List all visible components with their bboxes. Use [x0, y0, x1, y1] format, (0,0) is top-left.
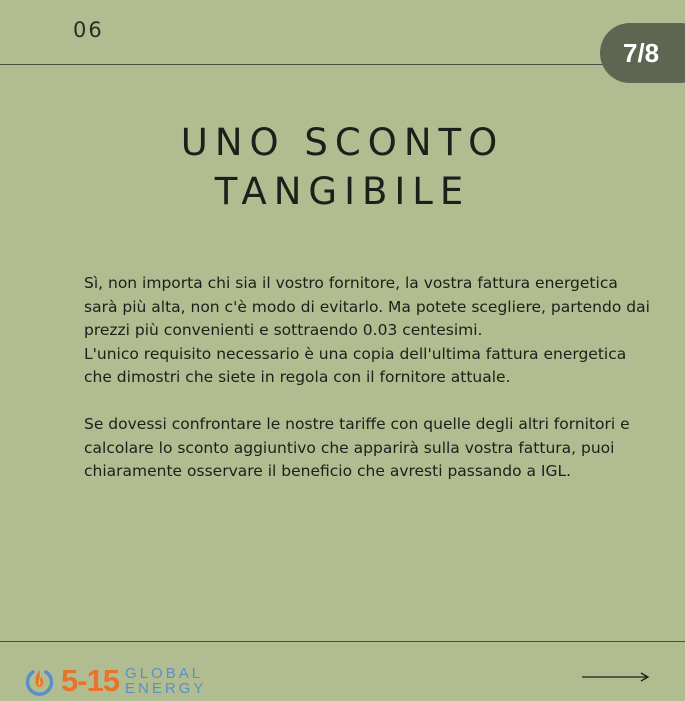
paragraph-gap: [84, 390, 654, 413]
power-flame-icon: [24, 666, 55, 697]
logo-wordmark: [125, 666, 206, 696]
top-divider: [0, 64, 685, 65]
title-line-1: UNO SCONTO: [180, 121, 505, 164]
slide-number: 06: [73, 18, 104, 42]
arrow-right-icon[interactable]: [582, 670, 650, 684]
logo-word-energy: ENERGY: [125, 680, 207, 697]
slide-body: [84, 272, 654, 484]
body-paragraph-2: L'unico requisito necessario è una copia dell'ultima fattura energetica che dimostri che siete in regola con il fornitore attuale.: [84, 344, 627, 387]
bottom-divider: [0, 641, 685, 642]
title-line-2: TANGIBILE: [214, 170, 471, 213]
logo-number: 5-15: [61, 663, 120, 698]
body-paragraph-1: Sì, non importa chi sia il vostro fornitore, la vostra fattura energetica sarà più alta, non c'è modo di evitarlo. Ma potete scegliere, partendo dai prezzi più convenienti e sottraendo 0.03 centesimi.: [84, 274, 650, 340]
brand-logo: [24, 663, 206, 699]
page-indicator-badge: 7/8: [600, 23, 685, 83]
body-paragraph-3: Se dovessi confrontare le nostre tariffe con quelle degli altri fornitori e calcolare lo sconto aggiuntivo che apparirà sulla vostra fattura, puoi chiaramente osservare il beneficio che avresti passando a IGL.: [84, 414, 630, 481]
slide-title: [0, 118, 685, 216]
logo-word-global: GLOBAL: [125, 665, 204, 682]
